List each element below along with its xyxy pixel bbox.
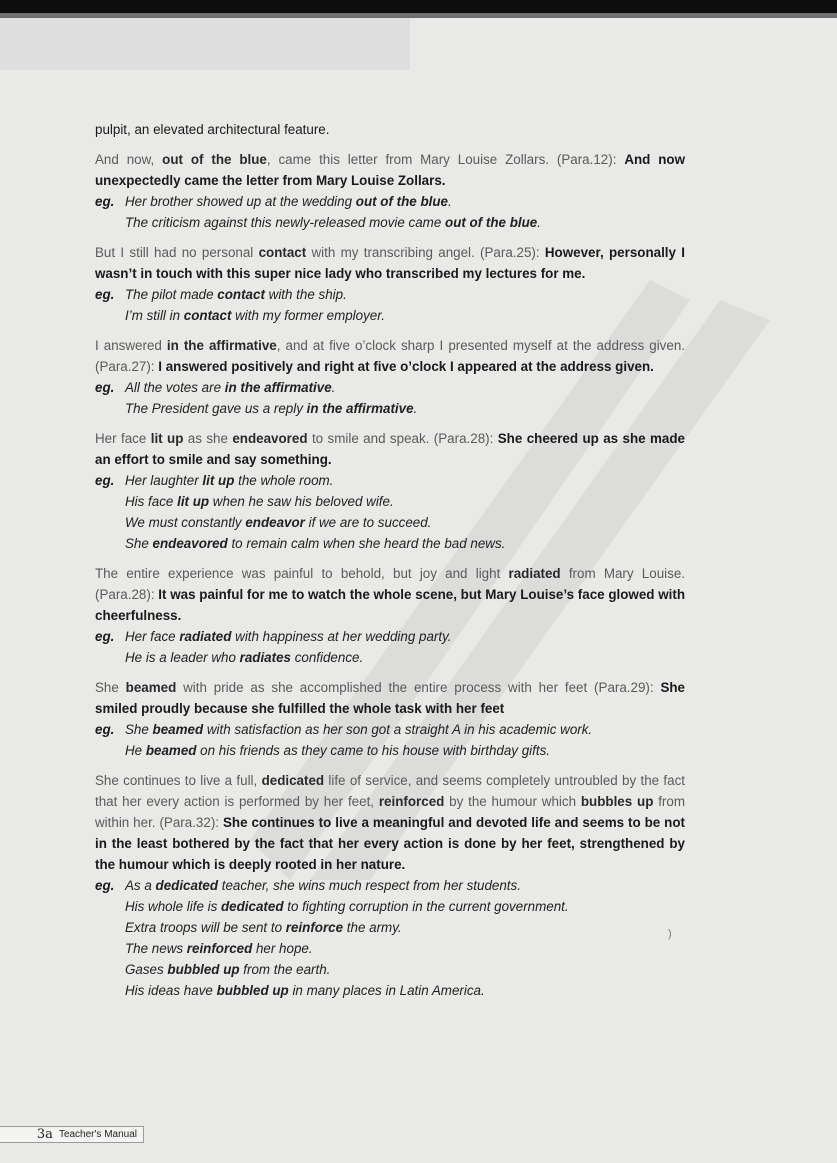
source-sentence [95, 245, 545, 260]
example-sentence [125, 191, 452, 212]
key-phrase: bubbles up [580, 794, 654, 809]
paraphrase: She cheered up as she made an effort to smile and say something. [95, 431, 686, 467]
example-sentence [95, 980, 685, 1001]
example-row [95, 377, 685, 398]
text-run: , came this letter from Mary Louise Zollars. (Para.12): [266, 152, 625, 167]
example-row [95, 719, 685, 740]
source-sentence [95, 680, 660, 695]
eg-label: eg. [95, 194, 115, 209]
eg-label: eg. [95, 473, 115, 488]
text-run: His ideas have [125, 983, 217, 998]
text-run: Extra troops will be sent to [125, 920, 286, 935]
key-phrase: out of the blue [355, 194, 448, 209]
example-block [95, 470, 685, 554]
example-block [95, 875, 685, 1001]
text-run: The news [125, 941, 187, 956]
text-run: She [125, 536, 153, 551]
example-sentence [95, 533, 685, 554]
text-run: The President gave us a reply [125, 401, 307, 416]
example-sentence [95, 398, 685, 419]
text-run: with satisfaction as her son got a straight A in his academic work. [203, 722, 593, 737]
scan-top-edge [0, 0, 837, 13]
text-run: . [413, 401, 418, 416]
entry-paragraph [95, 770, 685, 875]
text-run: with happiness at her wedding party. [231, 629, 452, 644]
text-run: The pilot made [125, 287, 218, 302]
text-run: We must constantly [125, 515, 246, 530]
text-run: Her face [125, 629, 180, 644]
key-phrase: lit up [150, 431, 184, 446]
text-run: I’m still in [125, 308, 184, 323]
example-sentence [95, 938, 685, 959]
text-run: He [125, 743, 146, 758]
paraphrase: It was painful for me to watch the whole scene, but Mary Louise’s face glowed with cheerfulness. [95, 587, 685, 623]
vocabulary-entries [95, 149, 685, 1001]
key-phrase: out of the blue [162, 152, 267, 167]
key-phrase: radiates [239, 650, 291, 665]
example-sentence [95, 647, 685, 668]
text-run: The criticism against this newly-released movie came [125, 215, 446, 230]
eg-label: eg. [95, 722, 115, 737]
text-run: to fighting corruption in the current government. [283, 899, 569, 914]
key-phrase: lit up [177, 494, 210, 509]
text-run: with the ship. [264, 287, 347, 302]
entry-paragraph [95, 242, 685, 284]
text-run: to remain calm when she heard the bad news. [227, 536, 506, 551]
key-phrase: dedicated [155, 878, 219, 893]
key-phrase: radiated [179, 629, 232, 644]
example-row [95, 470, 685, 491]
text-run: But I still had no personal [95, 245, 259, 260]
text-run: the army. [343, 920, 402, 935]
text-run: His face [125, 494, 178, 509]
text-run: with my former employer. [231, 308, 385, 323]
example-sentence [125, 626, 452, 647]
example-sentence [95, 512, 685, 533]
example-sentence [125, 284, 347, 305]
example-sentence [95, 305, 685, 326]
key-phrase: endeavored [152, 536, 228, 551]
text-run: from Mary Louise. (Para.28): [95, 566, 685, 602]
text-run: with my transcribing angel. (Para.25): [306, 245, 545, 260]
key-phrase: in the affirmative [224, 380, 332, 395]
example-sentence [125, 470, 333, 491]
key-phrase: beamed [145, 743, 197, 758]
text-run: Her laughter [125, 473, 203, 488]
text-run: from within her. (Para.32): [95, 794, 685, 830]
key-phrase: dedicated [261, 773, 325, 788]
entry-paragraph [95, 563, 685, 626]
text-run: . [331, 380, 336, 395]
example-sentence [125, 377, 335, 398]
text-run: I answered [95, 338, 167, 353]
example-sentence [95, 212, 685, 233]
scan-mark: ) [668, 928, 672, 940]
key-phrase: contact [183, 308, 232, 323]
key-phrase: in the affirmative [306, 401, 414, 416]
text-run: And now, [95, 152, 163, 167]
text-run: The entire experience was painful to behold, but joy and light [95, 566, 509, 581]
text-run: as she [183, 431, 233, 446]
paraphrase: She continues to live a meaningful and devoted life and seems to be not in the least bothered by the fact that her every action is done by her feet, strengthened by the humour which is deeply rooted in her nature. [95, 815, 685, 872]
text-run: to smile and speak. (Para.28): [307, 431, 498, 446]
scan-header-remnant [0, 18, 410, 70]
example-sentence [95, 959, 685, 980]
key-phrase: dedicated [221, 899, 284, 914]
example-block [95, 626, 685, 668]
example-block [95, 377, 685, 419]
paraphrase: She smiled proudly because she fulfilled the whole task with her feet [95, 680, 685, 716]
text-run: All the votes are [125, 380, 225, 395]
text-run: . [448, 194, 452, 209]
entry-paragraph [95, 335, 685, 377]
text-run: As a [125, 878, 156, 893]
text-run: . [537, 215, 541, 230]
key-phrase: in the affirmative [166, 338, 277, 353]
key-phrase: endeavored [232, 431, 308, 446]
text-run: Her brother showed up at the wedding [125, 194, 356, 209]
example-block [95, 719, 685, 761]
text-run: life of service, and seems completely untroubled by the fact that her every action is performed by her feet, [95, 773, 686, 809]
text-run: on his friends as they came to his house with birthday gifts. [196, 743, 550, 758]
example-sentence [95, 917, 685, 938]
key-phrase: reinforced [186, 941, 253, 956]
key-phrase: contact [258, 245, 307, 260]
paraphrase: I answered positively and right at five o’clock I appeared at the address given. [158, 359, 654, 374]
text-run: with pride as she accomplished the entire process with her feet (Para.29): [176, 680, 661, 695]
key-phrase: radiated [508, 566, 561, 581]
text-run: She [125, 722, 153, 737]
example-sentence [95, 896, 685, 917]
example-sentence [95, 740, 685, 761]
entry-paragraph [95, 428, 685, 470]
page-number: 3a [36, 1127, 53, 1142]
text-run: teacher, she wins much respect from her students. [218, 878, 521, 893]
key-phrase: reinforce [285, 920, 344, 935]
text-run: , and at five o’clock sharp I presented myself at the address given. (Para.27): [95, 338, 685, 374]
example-sentence [95, 491, 685, 512]
text-run: when he saw his beloved wife. [209, 494, 394, 509]
key-phrase: bubbled up [216, 983, 289, 998]
footer-label: Teacher's Manual [58, 1129, 137, 1140]
key-phrase: reinforced [378, 794, 445, 809]
example-row [95, 626, 685, 647]
document-body [95, 119, 685, 1010]
source-sentence [95, 431, 498, 446]
text-run: by the humour which [444, 794, 581, 809]
text-run: the whole room. [234, 473, 334, 488]
eg-label: eg. [95, 287, 115, 302]
key-phrase: beamed [125, 680, 177, 695]
text-run: confidence. [290, 650, 364, 665]
eg-label: eg. [95, 878, 115, 893]
page-footer [0, 1126, 144, 1143]
key-phrase: endeavor [245, 515, 305, 530]
intro-line: pulpit, an elevated architectural feature. [95, 122, 330, 137]
key-phrase: beamed [152, 722, 204, 737]
text-run: her hope. [252, 941, 313, 956]
example-row [95, 875, 685, 896]
example-sentence [125, 875, 521, 896]
key-phrase: out of the blue [445, 215, 538, 230]
paraphrase: And now unexpectedly came the letter from Mary Louise Zollars. [95, 152, 685, 188]
example-row [95, 191, 685, 212]
text-run: He is a leader who [125, 650, 240, 665]
text-run: Her face [95, 431, 151, 446]
entry-paragraph [95, 149, 685, 191]
entry-paragraph [95, 677, 685, 719]
example-block [95, 284, 685, 326]
eg-label: eg. [95, 629, 115, 644]
text-run: from the earth. [239, 962, 331, 977]
text-run: in many places in Latin America. [288, 983, 485, 998]
text-run: His whole life is [125, 899, 221, 914]
text-run: if we are to succeed. [304, 515, 432, 530]
key-phrase: bubbled up [167, 962, 240, 977]
eg-label: eg. [95, 380, 115, 395]
paraphrase: However, personally I wasn’t in touch with this super nice lady who transcribed my lectures for me. [95, 245, 685, 281]
example-row [95, 284, 685, 305]
example-block [95, 191, 685, 233]
source-sentence [95, 152, 624, 167]
text-run: Gases [125, 962, 168, 977]
text-run: She continues to live a full, [95, 773, 262, 788]
key-phrase: contact [217, 287, 265, 302]
text-run: She [95, 680, 126, 695]
key-phrase: lit up [202, 473, 235, 488]
example-sentence [125, 719, 592, 740]
